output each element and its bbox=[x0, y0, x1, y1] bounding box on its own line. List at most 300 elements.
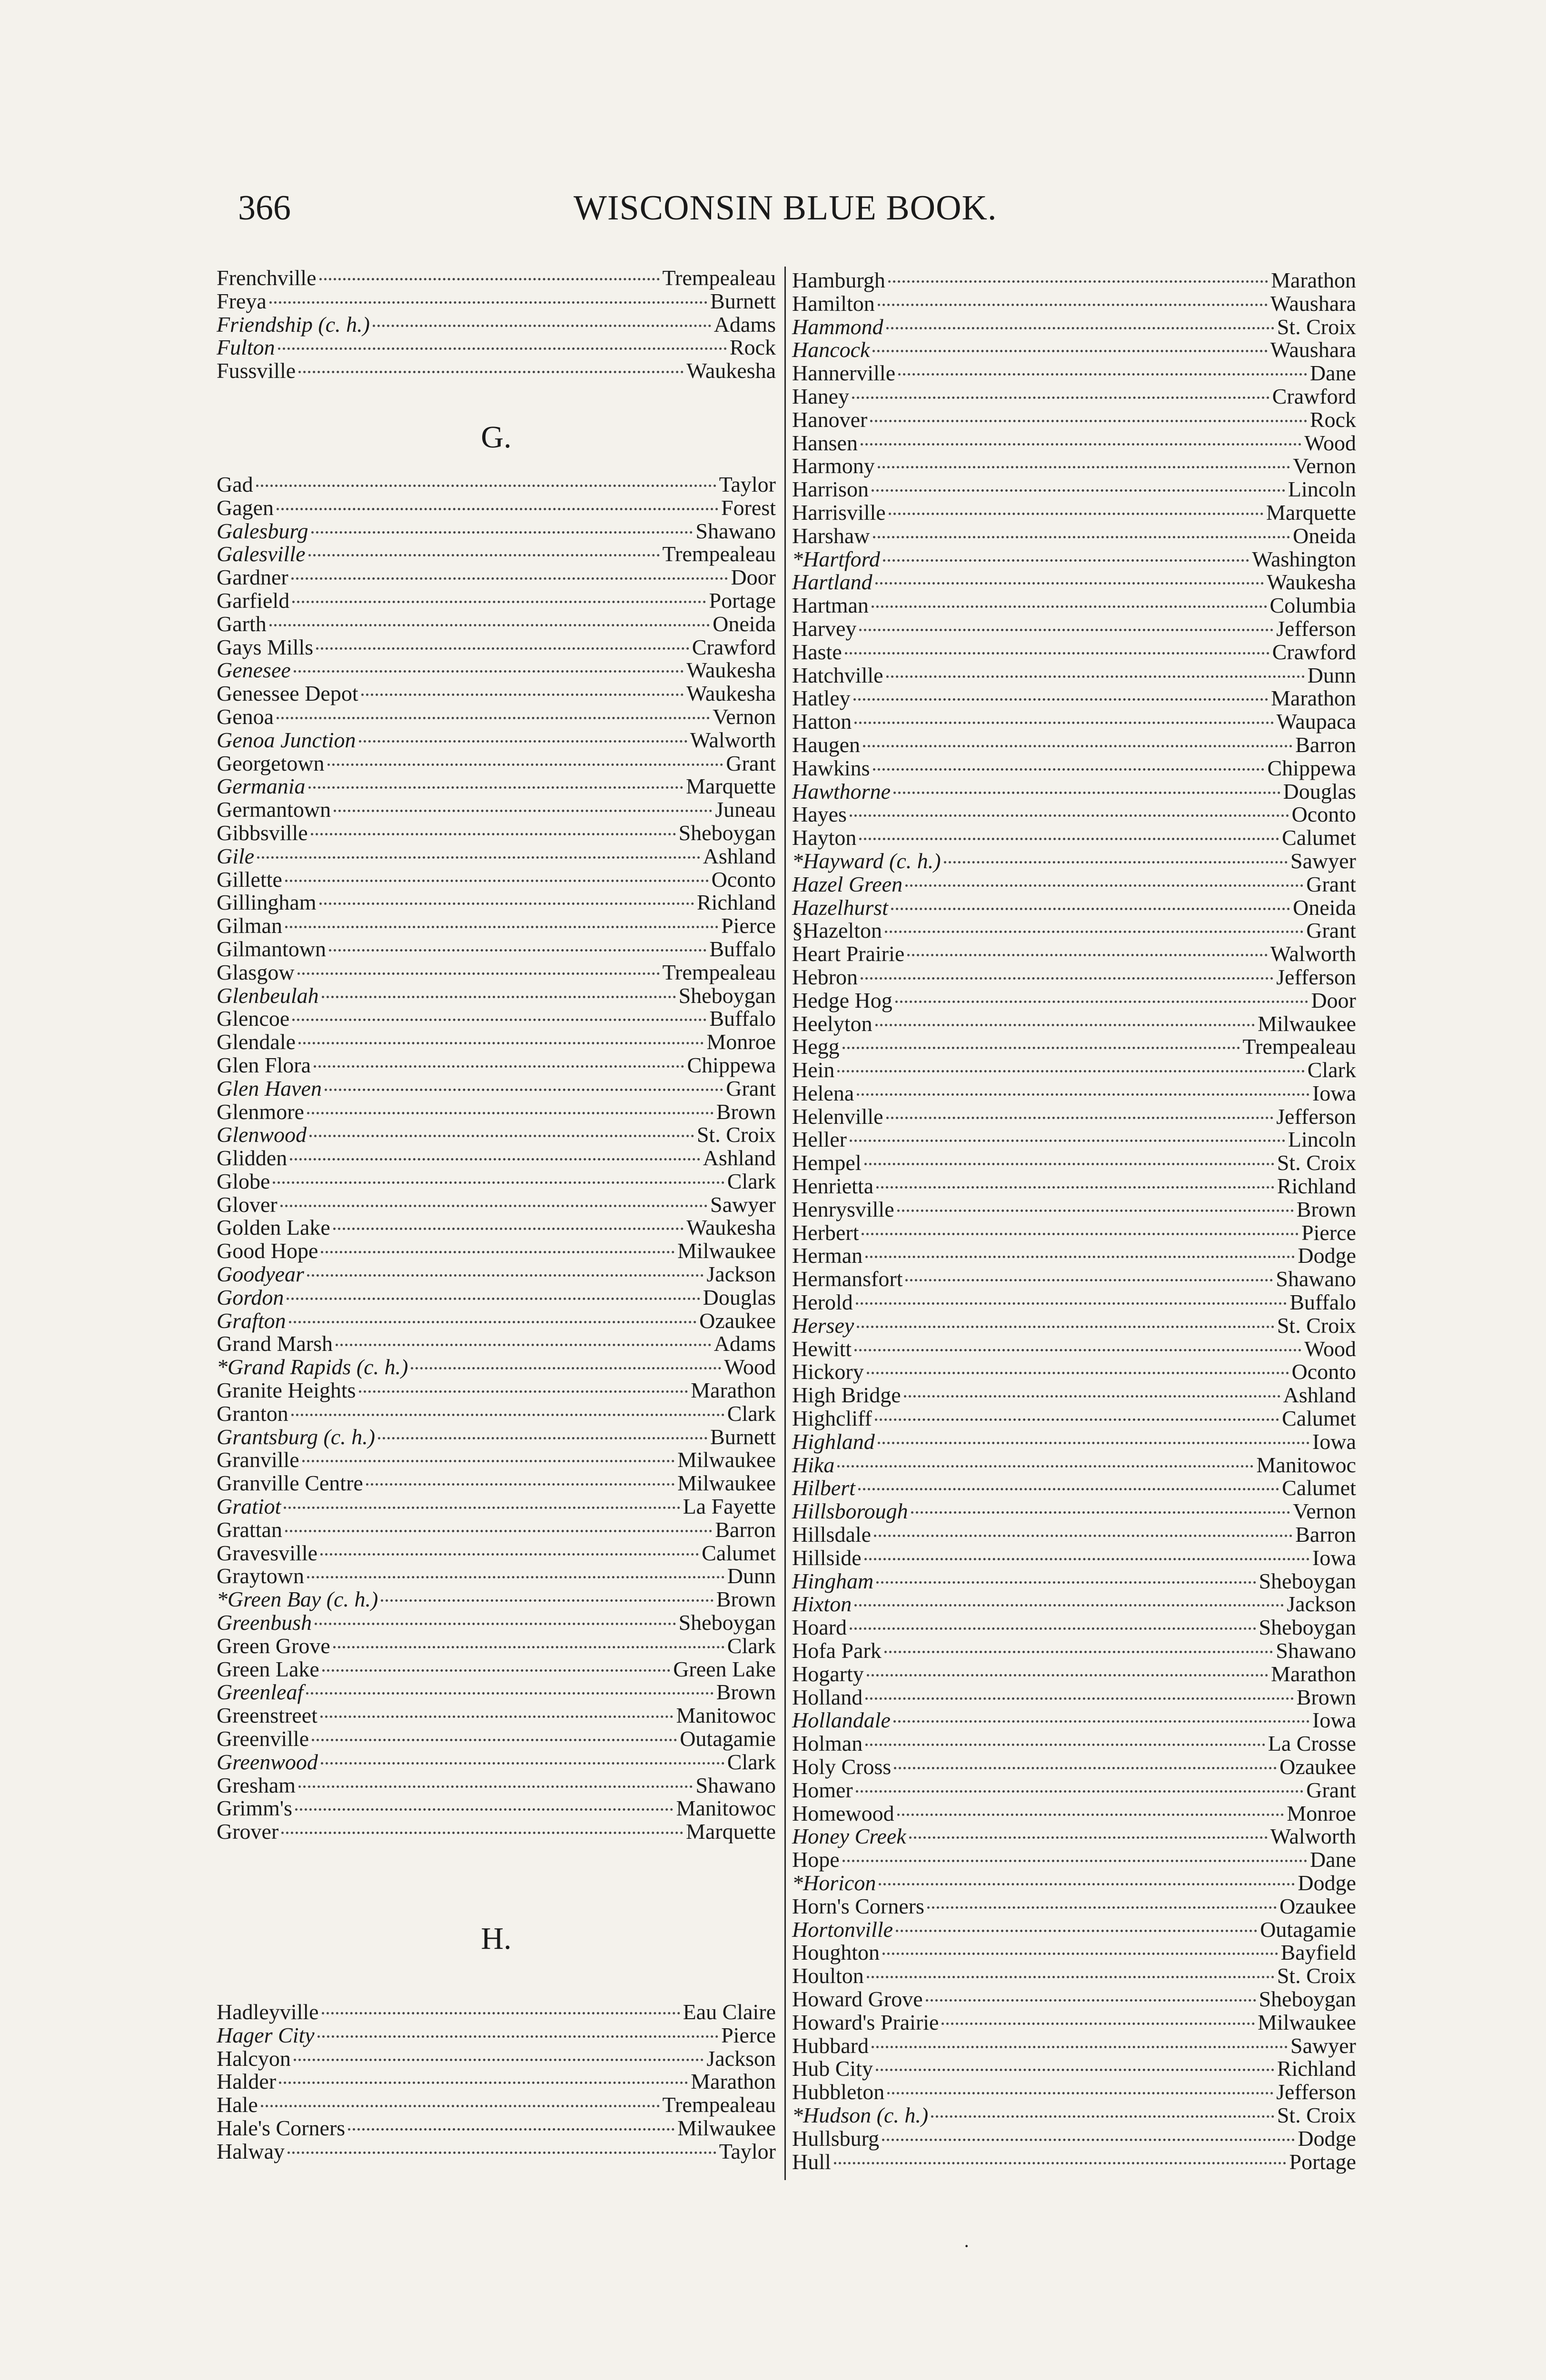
county-name: Sheboygan bbox=[1259, 1568, 1356, 1593]
gazetteer-entry bbox=[792, 641, 1356, 664]
section-letter-g: G. bbox=[481, 419, 512, 455]
dot-leader bbox=[322, 996, 676, 998]
gazetteer-entry bbox=[792, 1105, 1356, 1129]
dot-leader bbox=[884, 1651, 1273, 1653]
county-name: Crawford bbox=[692, 635, 776, 659]
dot-leader bbox=[885, 931, 1303, 933]
gazetteer-entry bbox=[217, 1007, 776, 1031]
county-name: Marquette bbox=[685, 774, 776, 799]
gazetteer-entry bbox=[792, 594, 1356, 617]
place-name: Greenbush bbox=[217, 1610, 312, 1635]
county-name: Manitowoc bbox=[676, 1703, 776, 1728]
gazetteer-entry bbox=[217, 1263, 776, 1286]
gazetteer-entry bbox=[217, 1240, 776, 1263]
dot-leader bbox=[883, 559, 1249, 562]
dot-leader bbox=[285, 926, 718, 928]
gazetteer-entry bbox=[217, 520, 776, 543]
county-name: Iowa bbox=[1312, 1708, 1356, 1733]
county-name: Pierce bbox=[1301, 1220, 1356, 1245]
place-name: Hale's Corners bbox=[217, 2115, 346, 2140]
county-name: Dodge bbox=[1298, 1870, 1356, 1895]
dot-leader bbox=[348, 2128, 674, 2131]
place-name: Hullsburg bbox=[792, 2126, 880, 2151]
place-name: Germania bbox=[217, 774, 306, 799]
county-name: Jefferson bbox=[1276, 616, 1356, 641]
gazetteer-entry bbox=[792, 455, 1356, 478]
county-name: Oneida bbox=[1293, 895, 1356, 920]
gazetteer-entry bbox=[217, 1332, 776, 1356]
dot-leader bbox=[307, 1576, 724, 1578]
place-name: Gilmantown bbox=[217, 936, 326, 961]
county-name: Waushara bbox=[1270, 291, 1356, 316]
dot-leader bbox=[888, 280, 1268, 283]
county-name: Pierce bbox=[721, 913, 776, 938]
place-name: Hegg bbox=[792, 1034, 840, 1059]
gazetteer-entry bbox=[217, 1681, 776, 1704]
county-name: Jackson bbox=[706, 2046, 776, 2071]
dot-leader bbox=[257, 856, 700, 859]
county-name: Jefferson bbox=[1276, 964, 1356, 989]
gazetteer-entry bbox=[217, 891, 776, 914]
place-name: *Hudson (c. h.) bbox=[792, 2102, 929, 2127]
county-name: Dodge bbox=[1298, 1243, 1356, 1268]
place-name: Horn's Corners bbox=[792, 1894, 924, 1918]
place-name: §Hazelton bbox=[792, 918, 882, 943]
dot-leader bbox=[850, 1140, 1285, 1142]
county-name: Portage bbox=[1289, 2149, 1356, 2174]
dot-leader bbox=[336, 1344, 711, 1346]
place-name: Heelyton bbox=[792, 1011, 872, 1036]
county-name: Wood bbox=[1304, 430, 1356, 455]
place-name: Honey Creek bbox=[792, 1824, 906, 1849]
place-name: Gagen bbox=[217, 495, 274, 520]
county-name: Trempealeau bbox=[662, 960, 776, 984]
place-name: Fussville bbox=[217, 358, 296, 383]
place-name: Hickory bbox=[792, 1359, 864, 1384]
place-name: Harvey bbox=[792, 616, 857, 641]
gazetteer-entry bbox=[792, 571, 1356, 594]
place-name: Gad bbox=[217, 472, 253, 496]
place-name: Gays Mills bbox=[217, 635, 314, 659]
dot-leader bbox=[878, 1442, 1309, 1444]
place-name: *Hayward (c. h.) bbox=[792, 848, 941, 873]
place-name: Haney bbox=[792, 384, 850, 408]
county-name: Clark bbox=[727, 1633, 776, 1658]
place-name: Hingham bbox=[792, 1568, 874, 1593]
place-name: *Grand Rapids (c. h.) bbox=[217, 1355, 408, 1379]
county-name: St. Croix bbox=[1277, 314, 1356, 339]
county-name: Monroe bbox=[706, 1030, 776, 1054]
county-name: Oconto bbox=[711, 867, 776, 892]
county-name: Richland bbox=[696, 890, 776, 915]
dot-leader bbox=[875, 582, 1264, 585]
gazetteer-entry bbox=[217, 496, 776, 520]
gazetteer-entry bbox=[217, 2093, 776, 2117]
county-name: Outagamie bbox=[1260, 1917, 1356, 1942]
gazetteer-entry bbox=[792, 1128, 1356, 1151]
place-name: Hamburgh bbox=[792, 268, 885, 292]
dot-leader bbox=[842, 1047, 1240, 1049]
dot-leader bbox=[294, 670, 684, 673]
gazetteer-entry bbox=[792, 269, 1356, 292]
place-name: Heart Prairie bbox=[792, 942, 905, 966]
dot-leader bbox=[854, 722, 1273, 724]
place-name: Gile bbox=[217, 843, 255, 868]
county-name: Dane bbox=[1309, 1847, 1356, 1872]
dot-leader bbox=[314, 1065, 684, 1068]
dot-leader bbox=[292, 1019, 706, 1021]
place-name: Genoa bbox=[217, 704, 274, 729]
gazetteer-entry bbox=[792, 1639, 1356, 1663]
dot-leader bbox=[322, 1669, 670, 1672]
place-name: Glendale bbox=[217, 1030, 296, 1054]
dot-leader bbox=[897, 1210, 1294, 1212]
place-name: Galesburg bbox=[217, 518, 308, 543]
place-name: Gillette bbox=[217, 867, 282, 892]
place-name: Hixton bbox=[792, 1592, 852, 1616]
place-name: Garfield bbox=[217, 588, 290, 613]
gazetteer-entry bbox=[217, 1101, 776, 1124]
county-name: Ozaukee bbox=[1279, 1894, 1356, 1918]
county-name: Jefferson bbox=[1276, 2080, 1356, 2104]
gazetteer-entry bbox=[217, 313, 776, 337]
county-name: Barron bbox=[715, 1517, 776, 1542]
dot-leader bbox=[298, 371, 684, 373]
place-name: Glencoe bbox=[217, 1006, 290, 1031]
place-name: Hubbleton bbox=[792, 2080, 885, 2104]
section-letter-h: H. bbox=[481, 1921, 512, 1956]
place-name: Harrisville bbox=[792, 500, 886, 525]
gazetteer-entry bbox=[792, 1244, 1356, 1268]
gazetteer-entry bbox=[217, 775, 776, 798]
county-name: Waukesha bbox=[686, 681, 776, 706]
gazetteer-entry bbox=[217, 1611, 776, 1635]
dot-leader bbox=[277, 508, 718, 510]
gazetteer-entry bbox=[792, 664, 1356, 687]
dot-leader bbox=[261, 2105, 660, 2107]
county-name: Sawyer bbox=[1290, 848, 1356, 873]
place-name: Hazel Green bbox=[792, 872, 903, 896]
gazetteer-entry bbox=[217, 1704, 776, 1727]
gazetteer-entry bbox=[792, 1755, 1356, 1779]
dot-leader bbox=[294, 2059, 704, 2061]
place-name: Hanover bbox=[792, 407, 868, 432]
place-name: Herold bbox=[792, 1290, 853, 1315]
gazetteer-entry bbox=[792, 1941, 1356, 1964]
dot-leader bbox=[875, 1024, 1255, 1026]
dot-leader bbox=[875, 1418, 1279, 1421]
gazetteer-entry bbox=[792, 2011, 1356, 2034]
county-name: Taylor bbox=[719, 2139, 776, 2163]
running-title: WISCONSIN BLUE BOOK. bbox=[574, 188, 997, 228]
dot-leader bbox=[308, 786, 683, 789]
page-header bbox=[238, 188, 1352, 236]
county-name: St. Croix bbox=[1277, 2102, 1356, 2127]
dot-leader bbox=[834, 2162, 1287, 2164]
place-name: Genessee Depot bbox=[217, 681, 358, 706]
county-name: Richland bbox=[1277, 1174, 1356, 1199]
place-name: Golden Lake bbox=[217, 1215, 330, 1240]
gazetteer-entry bbox=[217, 1402, 776, 1426]
place-name: Hebron bbox=[792, 964, 858, 989]
gazetteer-entry bbox=[217, 1472, 776, 1495]
place-name: Hatton bbox=[792, 709, 852, 734]
county-name: Clark bbox=[1307, 1058, 1356, 1082]
dot-leader bbox=[309, 1135, 694, 1137]
place-name: Greenwood bbox=[217, 1749, 318, 1774]
place-name: Harshaw bbox=[792, 523, 870, 548]
dot-leader bbox=[886, 675, 1305, 678]
column-divider bbox=[784, 267, 786, 2180]
dot-leader bbox=[277, 717, 710, 719]
dot-leader bbox=[898, 373, 1307, 376]
gazetteer-entry bbox=[217, 1820, 776, 1844]
place-name: Greenleaf bbox=[217, 1680, 304, 1705]
gazetteer-entry bbox=[217, 336, 776, 359]
place-name: Fulton bbox=[217, 335, 275, 360]
place-name: Houlton bbox=[792, 1964, 864, 1988]
county-name: Shawano bbox=[1276, 1638, 1356, 1663]
place-name: Homewood bbox=[792, 1801, 894, 1825]
place-name: Grantsburg (c. h.) bbox=[217, 1424, 376, 1449]
gazetteer-entry bbox=[217, 752, 776, 775]
county-name: Clark bbox=[727, 1401, 776, 1426]
gazetteer-entry bbox=[792, 757, 1356, 780]
place-name: Glenmore bbox=[217, 1099, 304, 1124]
dot-leader bbox=[361, 694, 684, 696]
gazetteer-entry bbox=[792, 316, 1356, 339]
county-name: Waukesha bbox=[686, 358, 776, 383]
place-name: Hager City bbox=[217, 2023, 315, 2047]
gazetteer-entry bbox=[217, 1727, 776, 1751]
county-name: Sawyer bbox=[710, 1192, 776, 1217]
dot-leader bbox=[280, 1205, 707, 1207]
gazetteer-entry bbox=[217, 1054, 776, 1077]
county-name: Jackson bbox=[1287, 1592, 1356, 1616]
county-name: Grant bbox=[726, 1076, 776, 1101]
dot-leader bbox=[333, 1646, 724, 1648]
gazetteer-entry bbox=[792, 1825, 1356, 1848]
county-name: Richland bbox=[1277, 2056, 1356, 2081]
gazetteer-entry bbox=[217, 1309, 776, 1333]
dot-leader bbox=[850, 1627, 1256, 1630]
dot-leader bbox=[845, 652, 1269, 654]
place-name: Hawthorne bbox=[792, 779, 891, 803]
place-name: Holland bbox=[792, 1685, 863, 1709]
place-name: Hoard bbox=[792, 1615, 847, 1640]
dot-leader bbox=[273, 1181, 724, 1184]
entries-h-list bbox=[217, 2001, 776, 2163]
place-name: Gordon bbox=[217, 1285, 284, 1309]
county-name: La Fayette bbox=[683, 1494, 776, 1519]
county-name: Waushara bbox=[1270, 337, 1356, 362]
dot-leader bbox=[287, 2152, 716, 2154]
place-name: Friendship (c. h.) bbox=[217, 312, 370, 337]
place-name: Granville bbox=[217, 1448, 299, 1472]
county-name: Lincoln bbox=[1288, 477, 1356, 502]
place-name: Hale bbox=[217, 2092, 258, 2117]
place-name: Heller bbox=[792, 1127, 847, 1152]
gazetteer-entry bbox=[792, 1709, 1356, 1732]
place-name: Hatchville bbox=[792, 663, 883, 687]
place-name: *Hartford bbox=[792, 546, 880, 571]
county-name: Douglas bbox=[1283, 779, 1356, 803]
dot-leader bbox=[893, 792, 1280, 794]
dot-leader bbox=[872, 2046, 1288, 2048]
dot-leader bbox=[289, 1321, 696, 1323]
gazetteer-entry bbox=[792, 1500, 1356, 1523]
county-name: Ozaukee bbox=[1279, 1755, 1356, 1779]
dot-leader bbox=[861, 977, 1273, 980]
gazetteer-entry bbox=[217, 1356, 776, 1379]
gazetteer-entry bbox=[217, 1379, 776, 1402]
gazetteer-entry bbox=[792, 1082, 1356, 1105]
gazetteer-entry bbox=[792, 942, 1356, 966]
dot-leader bbox=[854, 1604, 1284, 1606]
county-name: Shawano bbox=[1276, 1267, 1356, 1291]
gazetteer-entry bbox=[217, 914, 776, 938]
dot-leader bbox=[842, 1860, 1307, 1862]
gazetteer-entry bbox=[792, 710, 1356, 734]
place-name: Hancock bbox=[792, 337, 870, 362]
gazetteer-entry bbox=[217, 589, 776, 613]
dot-leader bbox=[864, 1558, 1309, 1560]
gazetteer-entry bbox=[217, 1123, 776, 1147]
county-name: St. Croix bbox=[1277, 1150, 1356, 1175]
place-name: Glidden bbox=[217, 1146, 287, 1170]
print-speck: · bbox=[963, 2235, 970, 2257]
gazetteer-entry bbox=[792, 478, 1356, 501]
gazetteer-entry bbox=[217, 798, 776, 822]
county-name: Dunn bbox=[1307, 663, 1356, 687]
county-name: Marquette bbox=[1266, 500, 1356, 525]
dot-leader bbox=[291, 577, 728, 580]
gazetteer-entry bbox=[217, 659, 776, 682]
county-name: Buffalo bbox=[709, 1006, 776, 1031]
place-name: Gravesville bbox=[217, 1540, 318, 1565]
county-name: Ozaukee bbox=[699, 1308, 776, 1333]
gazetteer-entry bbox=[792, 1895, 1356, 1918]
place-name: Haste bbox=[792, 639, 842, 664]
county-name: Dane bbox=[1309, 361, 1356, 386]
place-name: Herbert bbox=[792, 1220, 859, 1245]
place-name: Grafton bbox=[217, 1308, 286, 1333]
gazetteer-entry bbox=[792, 1523, 1356, 1547]
dot-leader bbox=[292, 601, 706, 603]
dot-leader bbox=[852, 397, 1269, 399]
dot-leader bbox=[882, 1953, 1278, 1955]
dot-leader bbox=[285, 1530, 712, 1532]
county-name: Monroe bbox=[1287, 1801, 1356, 1825]
gazetteer-entry bbox=[792, 919, 1356, 942]
place-name: Herman bbox=[792, 1243, 863, 1268]
county-name: Calumet bbox=[1282, 825, 1356, 850]
county-name: Waukesha bbox=[686, 658, 776, 683]
gazetteer-entry bbox=[792, 1384, 1356, 1407]
dot-leader bbox=[306, 1692, 714, 1695]
dot-leader bbox=[873, 536, 1290, 538]
place-name: Harmony bbox=[792, 454, 875, 478]
gazetteer-entry bbox=[792, 2104, 1356, 2127]
dot-leader bbox=[281, 1832, 683, 1834]
entries-g-list bbox=[217, 473, 776, 1844]
county-name: St. Croix bbox=[1277, 1313, 1356, 1338]
gazetteer-entry bbox=[217, 938, 776, 961]
county-name: Walworth bbox=[1270, 942, 1356, 966]
place-name: Galesville bbox=[217, 542, 306, 566]
gazetteer-entry bbox=[792, 1012, 1356, 1036]
county-name: Crawford bbox=[1272, 639, 1356, 664]
county-name: Barron bbox=[1295, 732, 1356, 757]
dot-leader bbox=[876, 1581, 1256, 1584]
dot-leader bbox=[859, 629, 1273, 631]
gazetteer-entry bbox=[792, 432, 1356, 455]
place-name: Gillingham bbox=[217, 890, 317, 915]
dot-leader bbox=[285, 880, 709, 882]
gazetteer-entry bbox=[217, 822, 776, 845]
gazetteer-entry bbox=[792, 1268, 1356, 1291]
county-name: Brown bbox=[716, 1587, 776, 1612]
gazetteer-entry bbox=[217, 1426, 776, 1449]
county-name: Lincoln bbox=[1288, 1127, 1356, 1152]
county-name: Iowa bbox=[1312, 1081, 1356, 1105]
dot-leader bbox=[298, 1785, 693, 1788]
county-name: Barron bbox=[1295, 1522, 1356, 1547]
county-name: Grant bbox=[1306, 918, 1356, 943]
place-name: Greenstreet bbox=[217, 1703, 317, 1728]
county-name: Brown bbox=[1296, 1197, 1356, 1221]
gazetteer-entry bbox=[792, 385, 1356, 408]
county-name: Douglas bbox=[703, 1285, 776, 1309]
gazetteer-entry bbox=[217, 1658, 776, 1681]
place-name: Hawkins bbox=[792, 755, 870, 780]
county-name: Columbia bbox=[1269, 593, 1356, 618]
county-name: Calumet bbox=[1282, 1406, 1356, 1431]
place-name: Hayes bbox=[792, 802, 847, 827]
dot-leader bbox=[297, 972, 660, 975]
place-name: Glen Flora bbox=[217, 1052, 311, 1077]
gazetteer-entry bbox=[792, 1616, 1356, 1639]
gazetteer-entry bbox=[792, 362, 1356, 385]
gazetteer-entry bbox=[217, 2070, 776, 2093]
county-name: Marathon bbox=[691, 2069, 776, 2094]
dot-leader bbox=[312, 1739, 677, 1741]
dot-leader bbox=[876, 1186, 1274, 1189]
county-name: Sawyer bbox=[1290, 2033, 1356, 2058]
dot-leader bbox=[878, 304, 1268, 306]
place-name: Hannerville bbox=[792, 361, 896, 386]
gazetteer-entry bbox=[792, 2151, 1356, 2174]
county-name: Ashland bbox=[703, 1146, 776, 1170]
dot-leader bbox=[856, 1302, 1287, 1305]
place-name: Frenchville bbox=[217, 266, 317, 290]
dot-leader bbox=[269, 624, 710, 626]
county-name: Dodge bbox=[1298, 2126, 1356, 2151]
gazetteer-entry bbox=[217, 1542, 776, 1565]
county-name: Shawano bbox=[695, 518, 776, 543]
gazetteer-entry bbox=[217, 267, 776, 290]
dot-leader bbox=[381, 1599, 713, 1602]
county-name: Grant bbox=[726, 751, 776, 775]
place-name: Halcyon bbox=[217, 2046, 291, 2071]
county-name: Burnett bbox=[710, 288, 776, 313]
gazetteer-entry bbox=[792, 1221, 1356, 1245]
county-name: Vernon bbox=[713, 704, 776, 729]
gazetteer-entry bbox=[792, 2081, 1356, 2104]
county-name: Walworth bbox=[1270, 1824, 1356, 1849]
county-name: St. Croix bbox=[1277, 1964, 1356, 1988]
gazetteer-entry bbox=[792, 1547, 1356, 1570]
